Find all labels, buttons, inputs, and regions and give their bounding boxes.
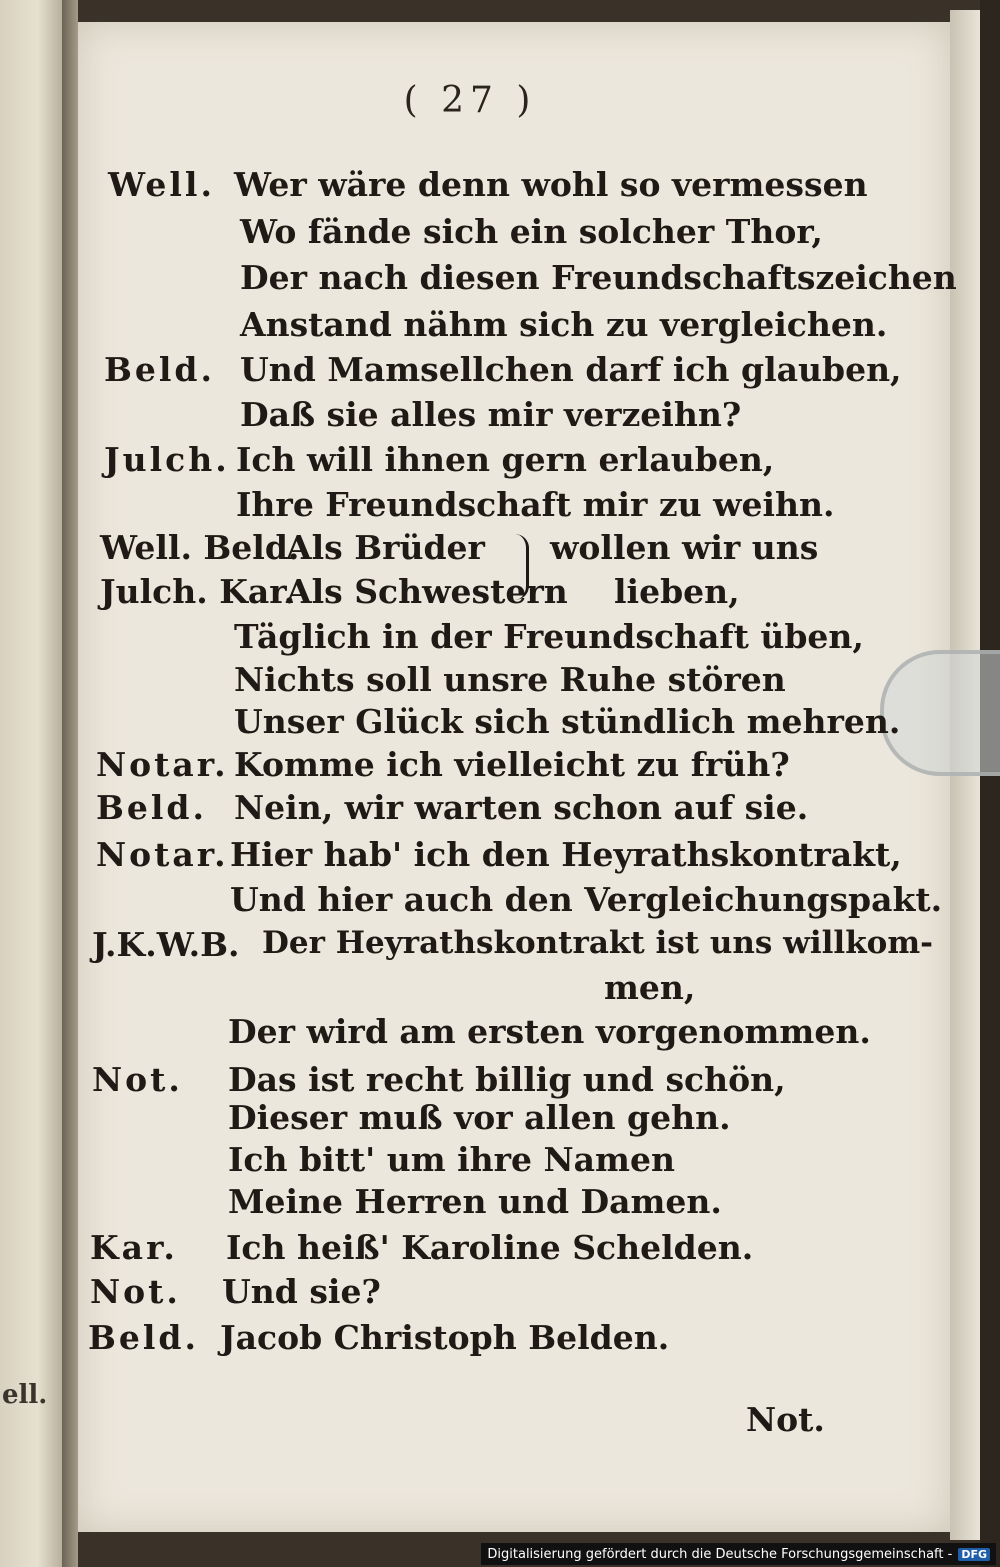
speaker-label: Not. (92, 1060, 183, 1099)
speaker-label: Julch. Kar. (100, 572, 296, 611)
speaker-label: Notar. (96, 745, 229, 784)
background-edge (980, 0, 1000, 1567)
dfg-logo: DFG (958, 1548, 990, 1561)
verse-line: Der nach diesen Freundschaftszeichen (240, 258, 957, 297)
verse-line: Und Mamsellchen darf ich glauben, (240, 350, 902, 389)
curly-brace (512, 534, 529, 600)
verse-line: Der wird am ersten vorgenommen. (228, 1012, 871, 1051)
verse-line: Hier hab' ich den Heyrathskontrakt, (230, 835, 902, 874)
verse-line: Komme ich vielleicht zu früh? (234, 745, 790, 784)
speaker-label: Beld. (88, 1318, 199, 1357)
verse-line: Ich heiß' Karoline Schelden. (226, 1228, 754, 1267)
verse-line: Wer wäre denn wohl so vermessen (234, 165, 868, 204)
verse-line: Als Schwestern (286, 572, 568, 611)
speaker-label: Well. Beld. (100, 528, 300, 567)
verse-line: lieben, (614, 572, 740, 611)
verse-line: Als Brüder (286, 528, 485, 567)
speaker-label: Beld. (96, 788, 207, 827)
verse-line: Dieser muß vor allen gehn. (228, 1098, 731, 1137)
verse-line: Unser Glück sich stündlich mehren. (234, 702, 901, 741)
verse-line: Und sie? (222, 1272, 381, 1311)
verse-line: men, (604, 968, 696, 1007)
catchword: Not. (746, 1400, 825, 1439)
verse-line: Ich will ihnen gern erlauben, (236, 440, 775, 479)
verse-line: Ich bitt' um ihre Namen (228, 1140, 675, 1179)
verse-line: Nein, wir warten schon auf sie. (234, 788, 809, 827)
verse-line: wollen wir uns (550, 528, 819, 567)
verse-line: Jacob Christoph Belden. (220, 1318, 670, 1357)
footer-text: Digitalisierung gefördert durch die Deutsche Forschungsgemeinschaft - (487, 1546, 953, 1562)
verse-line: Ihre Freundschaft mir zu weihn. (236, 485, 835, 524)
digitization-footer (481, 1543, 996, 1565)
verse-line: Meine Herren und Damen. (228, 1182, 722, 1221)
verse-line: Der Heyrathskontrakt ist uns willkom- (262, 925, 934, 961)
speaker-label: Not. (90, 1272, 181, 1311)
verse-line: Und hier auch den Vergleichungspakt. (230, 880, 943, 919)
verse-line: Täglich in der Freundschaft üben, (234, 617, 864, 656)
speaker-label: Kar. (90, 1228, 178, 1267)
speaker-label: J.K.W.B. (92, 925, 240, 964)
verse-line: Daß sie alles mir verzeihn? (240, 395, 742, 434)
page-number: ( 27 ) (403, 80, 537, 121)
verse-line: Nichts soll unsre Ruhe stören (234, 660, 786, 699)
speaker-label: Notar. (96, 835, 229, 874)
facing-page-fragment: ell. (2, 1380, 48, 1410)
verse-line: Wo fände sich ein solcher Thor, (240, 212, 823, 251)
verse-line: Das ist recht billig und schön, (228, 1060, 786, 1099)
speaker-label: Well. (108, 165, 215, 204)
facing-page-edge (0, 0, 62, 1567)
verse-line: Anstand nähm sich zu vergleichen. (240, 305, 888, 344)
speaker-label: Julch. (104, 440, 230, 479)
speaker-label: Beld. (104, 350, 215, 389)
book-gutter (62, 0, 78, 1567)
